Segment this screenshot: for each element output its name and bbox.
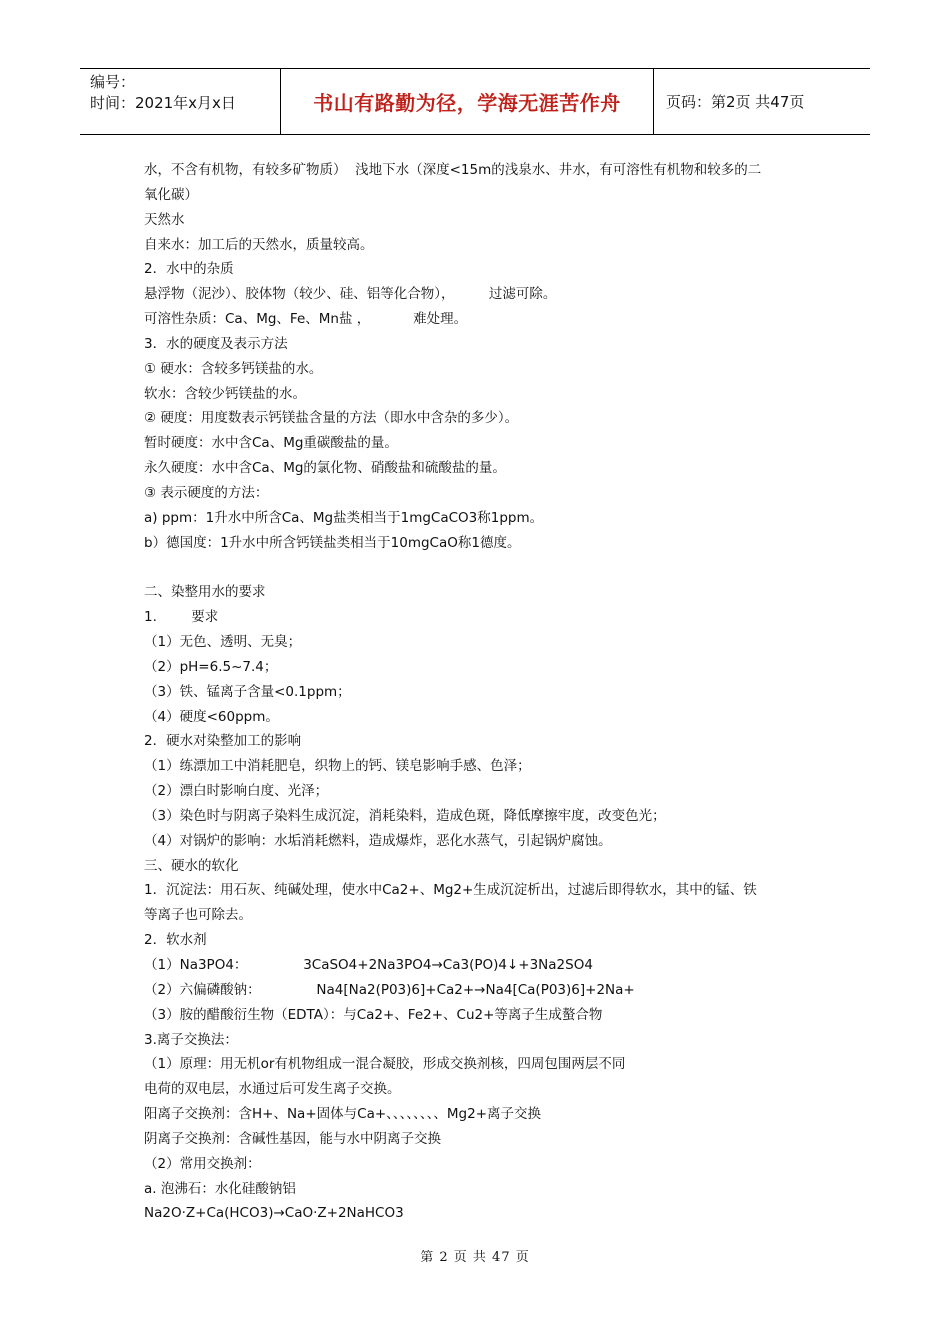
document-body [144,158,814,1226]
page-footer: 第 2 页 共 47 页 [420,1250,530,1265]
text-line: （4）硬度<60ppm。 [144,708,279,725]
text-line: （2）漂白时影响白度、光泽； [144,783,329,800]
text-line: （2）pH=6.5~7.4； [144,658,278,675]
text-line: 电荷的双电层，水通过后可发生离子交换。 [144,1081,401,1098]
text-line: 暂时硬度：水中含Ca、Mg重碳酸盐的量。 [144,435,398,452]
text-line: b）德国度：1升水中所含钙镁盐类相当于10mgCaO称1德度。 [144,534,521,551]
text-line: 1．沉淀法：用石灰、纯碱处理，使水中Ca2+、Mg2+生成沉淀析出，过滤后即得软水，其中的锰、铁 [144,882,757,899]
text-line: （1）练漂加工中消耗肥皂，织物上的钙、镁皂影响手感、色泽； [144,758,531,775]
text-line: 永久硬度：水中含Ca、Mg的氯化物、硝酸盐和硫酸盐的量。 [144,460,506,477]
text-line: 2．软水剂 [144,932,207,949]
text-line: 水，不含有机物，有较多矿物质） 浅地下水（深度<15m的浅泉水、井水，有可溶性有机物和较多的二 [144,162,762,178]
header-meta [80,69,281,134]
text-line: ② 硬度：用度数表示钙镁盐含量的方法（即水中含杂的多少）。 [144,410,519,427]
text-line: 1. 要求 [144,609,219,626]
text-line: （4）对锅炉的影响：水垢消耗燃料，造成爆炸，恶化水蒸气，引起锅炉腐蚀。 [144,832,612,849]
text-line: （3）胺的醋酸衍生物（EDTA）：与Ca2+、Fe2+、Cu2+等离子生成螯合物 [144,1006,603,1023]
header-slogan: 书山有路勤为径，学海无涯苦作舟 [313,91,621,115]
text-line: a. 泡沸石：水化硅酸钠铝 [144,1180,296,1197]
text-line: （2）六偏磷酸钠： Na4[Na2(P03)6]+Ca2+→Na4[Ca(P03)6]+2Na+ [144,981,635,998]
text-line: 自来水：加工后的天然水，质量较高。 [144,236,374,253]
document-time-label: 时间：2021年x月x日 [90,94,236,112]
text-line: （2）常用交换剂： [144,1155,261,1172]
text-line: 可溶性杂质：Ca、Mg、Fe、Mn盐 ， 难处理。 [144,311,468,328]
text-line: （1）原理：用无机or有机物组成一混合凝胶，形成交换剂核，四周包围两层不同 [144,1056,626,1073]
text-line: （1）Na3PO4： 3CaSO4+2Na3PO4→Ca3(PO)4↓+3Na2SO4 [144,957,593,973]
text-line: ① 硬水：含较多钙镁盐的水。 [144,360,323,377]
text-line: 3.离子交换法： [144,1031,238,1048]
blank-line [144,556,814,581]
text-line: 软水：含较少钙镁盐的水。 [144,385,306,402]
text-line: 阴离子交换剂：含碱性基因，能与水中阴离子交换 [144,1130,441,1147]
text-line: Na2O·Z+Ca(HCO3)→CaO·Z+2NaHCO3 [144,1205,404,1222]
text-line: 阳离子交换剂：含H+、Na+固体与Ca+、、、、、、、、Mg2+离子交换 [144,1106,542,1123]
page-header [80,68,870,135]
header-slogan-cell [281,69,654,134]
text-line: 3．水的硬度及表示方法 [144,335,288,352]
text-line: a) ppm：1升水中所含Ca、Mg盐类相当于1mgCaCO3称1ppm。 [144,509,544,526]
header-page-info [654,69,870,134]
text-line: ③ 表示硬度的方法： [144,484,269,501]
text-line: 三、硬水的软化 [144,857,239,874]
text-line: 悬浮物（泥沙）、胶体物（较少、硅、铝等化合物）， 过滤可除。 [144,286,557,303]
text-line: 天然水 [144,211,185,228]
text-line: 2．硬水对染整加工的影响 [144,733,302,750]
text-line: 氧化碳） [144,186,198,203]
header-page-number: 页码：第2页 共47页 [666,93,805,111]
text-line: （3）染色时与阴离子染料生成沉淀，消耗染料，造成色斑，降低摩擦牢度，改变色光； [144,807,666,824]
text-line: 等离子也可除去。 [144,907,252,924]
text-line: 2．水中的杂质 [144,261,234,278]
text-line: 二、染整用水的要求 [144,584,266,601]
document-number-label: 编号： [90,73,136,91]
text-line: （1）无色、透明、无臭； [144,634,302,651]
text-line: （3）铁、锰离子含量<0.1ppm； [144,683,351,700]
